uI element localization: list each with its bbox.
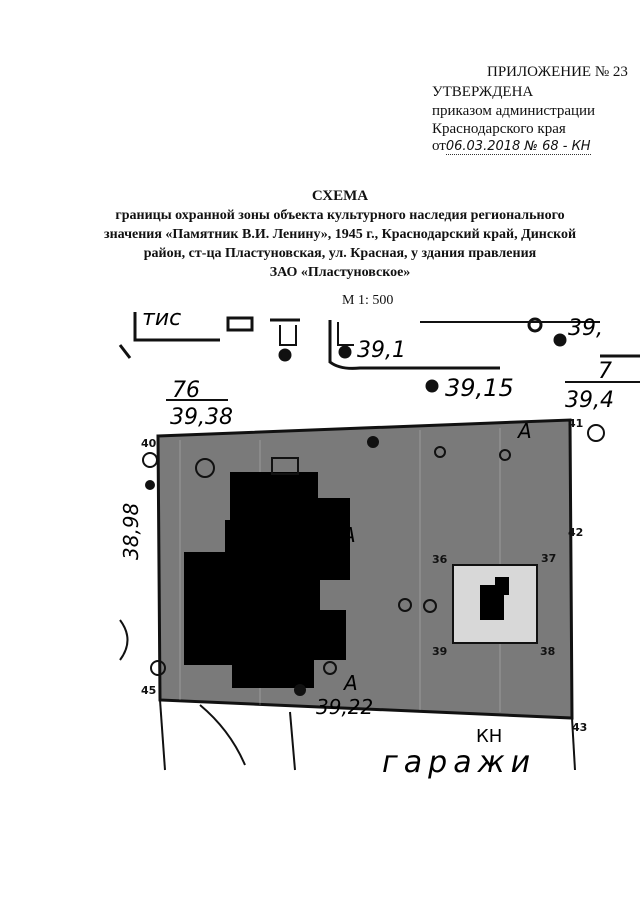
point-42: 42 <box>568 526 584 539</box>
elevation-38-98: 38,98 <box>119 502 143 560</box>
elevation-39-22: 39,22 <box>316 695 374 719</box>
title-heading: СХЕМА <box>311 188 369 204</box>
parcel-number-7: 7 <box>598 359 612 384</box>
handwritten-date: 06.03.2018 № 68 - КН <box>445 139 591 154</box>
elevation-39-4: 39,4 <box>565 388 614 413</box>
title-line-2: значения «Памятник В.И. Ленину», 1945 г., Краснодарский край, Динской <box>103 227 577 242</box>
title-line-3: район, ст-ца Пластуновская, ул. Красная, у здания правления <box>143 246 537 261</box>
road-label-top: тис <box>142 306 182 331</box>
appendix-number: ПРИЛОЖЕНИЕ № 23 <box>487 64 628 80</box>
date-prefix: от <box>432 138 446 154</box>
label-a-3: А <box>344 671 358 695</box>
point-37: 37 <box>541 552 557 565</box>
point-39: 39 <box>432 645 448 658</box>
elevation-39-top: 39, <box>568 316 603 341</box>
label-a-2: А <box>342 523 356 547</box>
title-line-1: границы охранной зоны объекта культурного наследия регионального <box>115 208 565 223</box>
garages-label: гаражи <box>382 745 537 780</box>
elevation-39-1: 39,1 <box>357 338 406 363</box>
point-36: 36 <box>432 553 448 566</box>
parcel-number-76: 76 <box>172 378 200 403</box>
point-41: 41 <box>568 417 584 430</box>
kn-label: КН <box>476 726 503 747</box>
scale-label: М 1: 500 <box>342 293 394 308</box>
point-45: 45 <box>141 684 157 697</box>
point-38: 38 <box>540 645 556 658</box>
approved-label: УТВЕРЖДЕНА <box>432 84 534 100</box>
order-line-2: Краснодарского края <box>432 121 566 137</box>
elevation-39-38: 39,38 <box>170 405 233 430</box>
label-a-1: А <box>518 419 532 443</box>
elevation-39-15: 39,15 <box>445 374 514 402</box>
point-43: 43 <box>572 721 588 734</box>
order-line-1: приказом администрации <box>432 103 596 119</box>
title-line-4: ЗАО «Пластуновское» <box>269 265 411 280</box>
point-40: 40 <box>141 437 157 450</box>
